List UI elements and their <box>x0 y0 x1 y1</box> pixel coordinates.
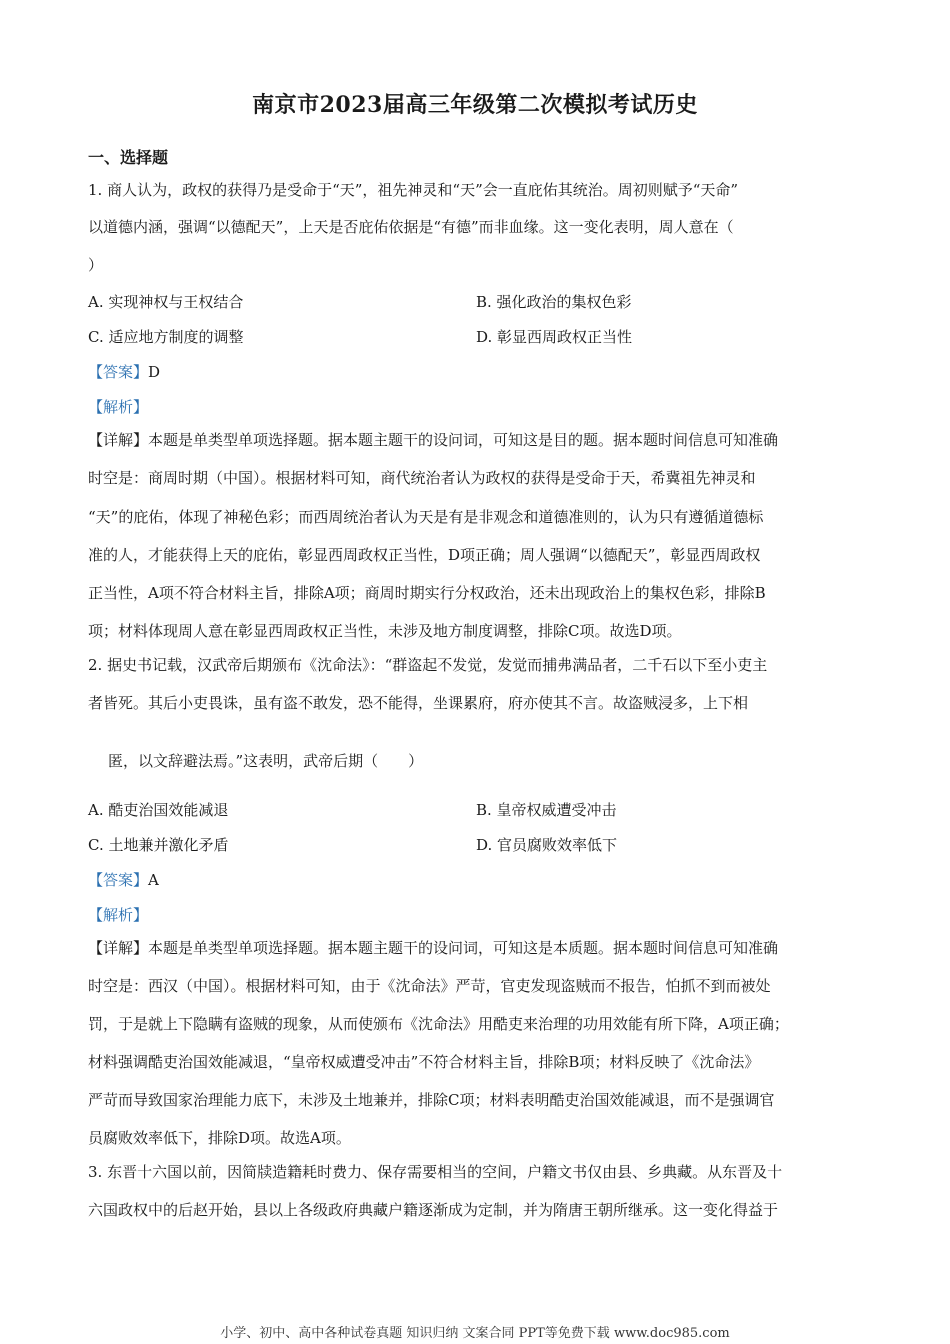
page-footer: 小学、初中、高中各种试卷真题 知识归纳 文案合同 PPT等免费下载 www.doc985.com <box>220 1326 730 1341</box>
question-1-line: ） <box>88 256 104 274</box>
q2-detail-line: 罚，于是就上下隐瞒有盗贼的现象，从而使颁布《沈命法》用酷吏来治理的功用效能有所下降，A项正确； <box>88 1015 789 1033</box>
question-2-line: 者皆死。其后小吏畏诛，虽有盗不敢发，恐不能得，坐课累府，府亦使其不言。故盗贼浸多，上下相 <box>88 694 749 712</box>
q2-option-b: B. 皇帝权威遭受冲击 <box>476 801 617 819</box>
detail-label: 【详解】 <box>88 431 149 449</box>
q2-option-d: D. 官员腐败效率低下 <box>476 836 618 854</box>
question-3-line: 六国政权中的后赵开始，县以上各级政府典藏户籍逐渐成为定制，并为隋唐王朝所继承。这一变化得益于 <box>88 1201 779 1219</box>
q1-answer <box>88 361 160 382</box>
detail-text: 本题是单类型单项选择题。据本题主题干的设问词，可知这是本质题。据本题时间信息可知准确 <box>148 939 779 957</box>
question-2-line: 匿，以文辞避法焉。”这表明，武帝后期（ ） <box>108 752 424 770</box>
q2-detail-line: 材料强调酷吏治国效能减退，“皇帝权威遭受冲击”不符合材料主旨，排除B项；材料反映了《沈命法》 <box>88 1053 760 1071</box>
q1-option-d: D. 彰显西周政权正当性 <box>476 328 633 346</box>
section-heading: 一、选择题 <box>88 148 169 167</box>
q1-option-b: B. 强化政治的集权色彩 <box>476 293 632 311</box>
detail-text: 本题是单类型单项选择题。据本题主题干的设问词，可知这是目的题。据本题时间信息可知准确 <box>148 431 779 449</box>
answer-value: A <box>148 871 159 889</box>
question-3-line: 3. 东晋十六国以前，因简牍造籍耗时费力、保存需要相当的空间，户籍文书仅由县、乡典藏。从东晋及十 <box>88 1163 783 1181</box>
q2-answer <box>88 869 159 890</box>
q1-detail-line: 正当性，A项不符合材料主旨，排除A项；商周时期实行分权政治，还未出现政治上的集权色彩，排除B <box>88 584 766 602</box>
q2-analysis-label: 【解析】 <box>88 906 149 924</box>
q2-detail-line: 员腐败效率低下，排除D项。故选A项。 <box>88 1129 351 1147</box>
answer-label: 【答案】 <box>88 871 149 889</box>
answer-label: 【答案】 <box>88 363 149 381</box>
question-1-line: 以道德内涵，强调“以德配天”，上天是否庇佑依据是“有德”而非血缘。这一变化表明，周人意在（ <box>88 218 734 236</box>
q2-detail-line: 严苛而导致国家治理能力底下，未涉及土地兼并，排除C项；材料表明酷吏治国效能减退，而不是强调官 <box>88 1091 775 1109</box>
question-1-line: 1. 商人认为，政权的获得乃是受命于“天”，祖先神灵和“天”会一直庇佑其统治。周初则赋予“天命” <box>88 181 739 199</box>
detail-label: 【详解】 <box>88 939 149 957</box>
q2-option-c: C. 土地兼并激化矛盾 <box>88 836 229 854</box>
q1-detail-line <box>88 423 862 458</box>
q1-analysis-label: 【解析】 <box>88 398 149 416</box>
q1-detail-line: 时空是：商周时期（中国）。根据材料可知，商代统治者认为政权的获得是受命于天，希冀祖先神灵和 <box>88 469 756 487</box>
q2-detail-line <box>88 931 862 966</box>
question-2-line: 2. 据史书记载，汉武帝后期颁布《沈命法》：“群盗起不发觉，发觉而捕弗满品者，二千石以下至小吏主 <box>88 656 768 674</box>
q1-detail-line: “天”的庇佑，体现了神秘色彩；而西周统治者认为天是有是非观念和道德准则的，认为只有遵循道德标 <box>88 508 764 526</box>
q1-option-a: A. 实现神权与王权结合 <box>88 293 244 311</box>
q1-detail-line: 准的人，才能获得上天的庇佑，彰显西周政权正当性，D项正确；周人强调“以德配天”，彰显西周政权 <box>88 546 761 564</box>
answer-value: D <box>148 363 161 381</box>
q2-option-a: A. 酷吏治国效能减退 <box>88 801 229 819</box>
page-title: 南京市2023届高三年级第二次模拟考试历史 <box>252 92 698 118</box>
q2-detail-line: 时空是：西汉（中国）。根据材料可知，由于《沈命法》严苛，官吏发现盗贼而不报告，怕抓不到而被处 <box>88 977 771 995</box>
q1-detail-line: 项；材料体现周人意在彰显西周政权正当性，未涉及地方制度调整，排除C项。故选D项。 <box>88 622 682 640</box>
q1-option-c: C. 适应地方制度的调整 <box>88 328 244 346</box>
